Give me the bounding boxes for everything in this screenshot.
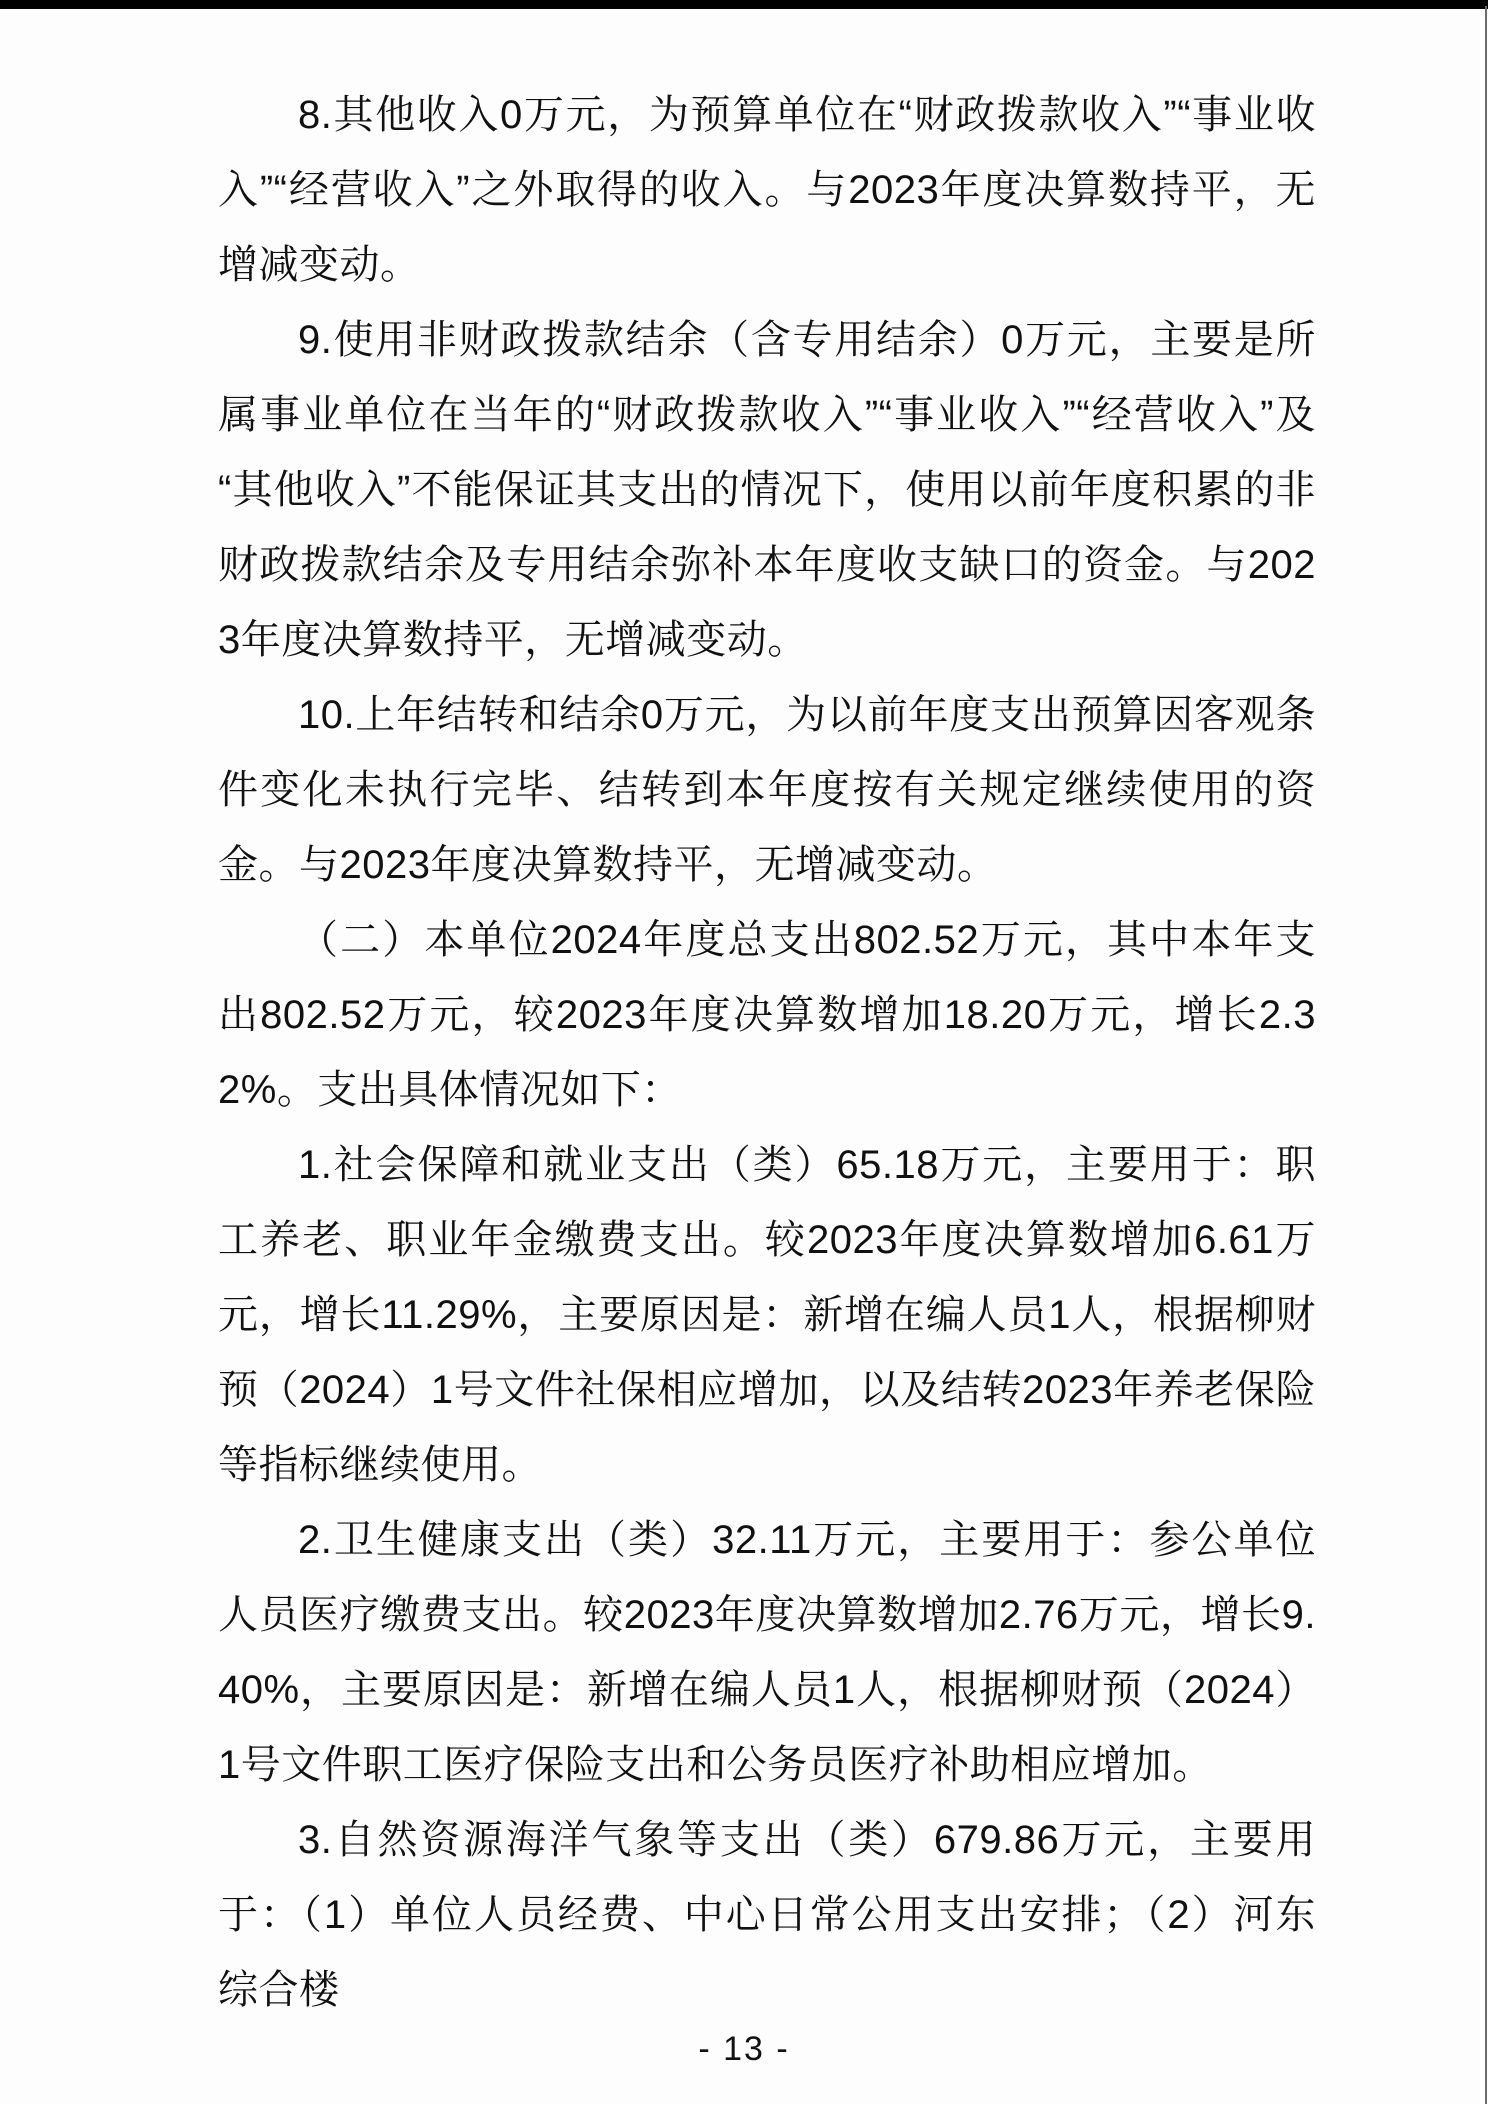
paragraph: 10.上年结转和结余0万元，为以前年度支出预算因客观条件变化未执行完毕、结转到本年度按有关规定继续使用的资金。与2023年度决算数持平，无增减变动。	[218, 693, 1316, 887]
paragraph: 8.其他收入0万元，为预算单位在“财政拨款收入”“事业收入”“经营收入”之外取得的收入。与2023年度决算数持平，无增减变动。	[218, 93, 1316, 287]
scan-edge-right-line	[1485, 6, 1487, 2104]
paragraph: 9.使用非财政拨款结余（含专用结余）0万元，主要是所属事业单位在当年的“财政拨款收入”“事业收入”“经营收入”及“其他收入”不能保证其支出的情况下，使用以前年度积累的非财政拨款结余及专用结余弥补本年度收支缺口的资金。与2023年度决算数持平，无增减变动。	[218, 318, 1316, 662]
paragraph: （二）本单位2024年度总支出802.52万元，其中本年支出802.52万元，较2023年度决算数增加18.20万元，增长2.32%。支出具体情况如下：	[218, 918, 1316, 1112]
paragraph: 1.社会保障和就业支出（类）65.18万元，主要用于：职工养老、职业年金缴费支出。较2023年度决算数增加6.61万元，增长11.29%，主要原因是：新增在编人员1人，根据柳财预（2024）1号文件社保相应增加，以及结转2023年养老保险等指标继续使用。	[218, 1143, 1316, 1487]
page-number: - 13 -	[698, 2030, 790, 2068]
paragraph: 3.自然资源海洋气象等支出（类）679.86万元，主要用于：（1）单位人员经费、中心日常公用支出安排；（2）河东综合楼	[218, 1818, 1316, 2012]
paragraph: 2.卫生健康支出（类）32.11万元，主要用于：参公单位人员医疗缴费支出。较2023年度决算数增加2.76万元，增长9.40%，主要原因是：新增在编人员1人，根据柳财预（2024）1号文件职工医疗保险支出和公务员医疗补助相应增加。	[218, 1518, 1316, 1787]
document-body	[218, 78, 1316, 2028]
scan-edge-top-bar	[0, 0, 1488, 9]
